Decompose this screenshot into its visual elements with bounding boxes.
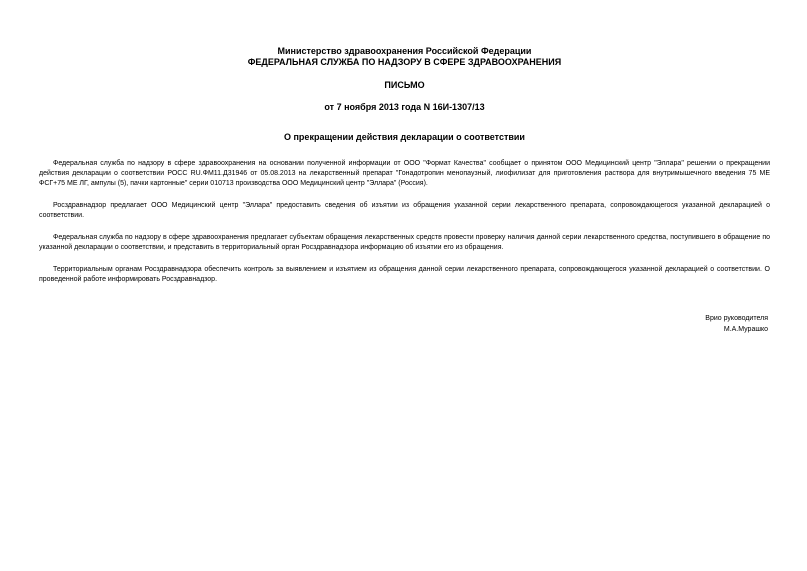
signatory-name: М.А.Мурашко xyxy=(723,326,768,333)
document-date-number: от 7 ноября 2013 года N 16И-1307/13 xyxy=(324,102,485,112)
document-type: ПИСЬМО xyxy=(384,80,425,90)
document-header xyxy=(39,46,770,68)
signatory-title: Врио руководителя xyxy=(705,315,768,322)
document-subject: О прекращении действия декларации о соответствии xyxy=(284,132,525,142)
ministry-name: Министерство здравоохранения Российской Федерации xyxy=(277,46,532,56)
service-name: ФЕДЕРАЛЬНАЯ СЛУЖБА ПО НАДЗОРУ В СФЕРЕ ЗДРАВООХРАНЕНИЯ xyxy=(247,57,562,67)
signature-block xyxy=(705,313,768,335)
body-paragraph-2: Росздравнадзор предлагает ООО Медицинский центр "Эллара" предоставить сведения об изъятии из обращения указанной серии лекарственного препарата, сопровождающегося указанной декларацией о соответствии. xyxy=(39,202,770,219)
body-paragraph-3: Федеральная служба по надзору в сфере здравоохранения предлагает субъектам обращения лекарственных средств провести проверку наличия данной серии лекарственного средства, поступившего в обращение по указанной декларации о соответствии, и представить в территориальный орган Росздравнадзора информацию об изъятии его из обращения. xyxy=(39,234,770,251)
body-paragraph-1: Федеральная служба по надзору в сфере здравоохранения на основании полученной информации от ООО "Формат Качества" сообщает о принятом ООО Медицинский центр "Эллара" решении о прекращении действия декларации о соответствии РОСС RU.ФМ11.Д31946 от 05.08.2013 на лекарственный препарат "Гонадотропин менопаузный, лиофилизат для приготовления раствора для внутримышечного введения 75 МЕ ФСГ+75 МЕ ЛГ, ампулы (5), пачки картонные" серии 010713 производства ООО Медицинский центр "Эллара" (Россия). xyxy=(39,160,770,187)
body-paragraph-4: Территориальным органам Росздравнадзора обеспечить контроль за выявлением и изъятием из обращения данной серии лекарственного препарата, сопровождающегося указанной декларацией о соответствии. О проведенной работе информировать Росздравнадзор. xyxy=(39,266,770,283)
document-body xyxy=(39,159,770,285)
